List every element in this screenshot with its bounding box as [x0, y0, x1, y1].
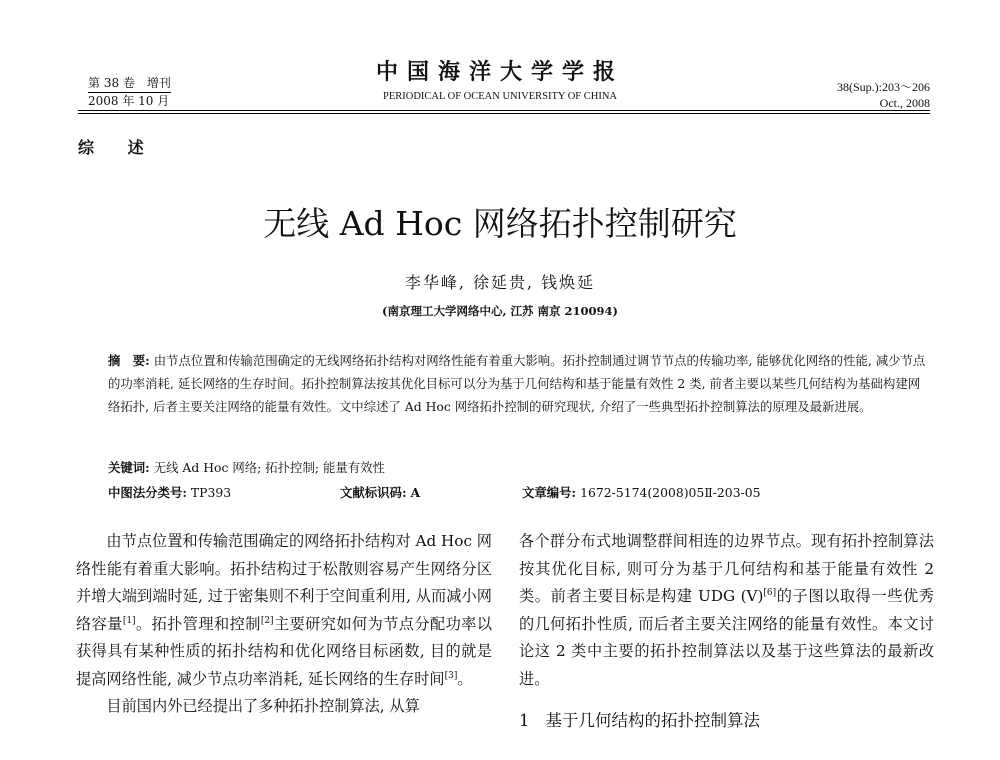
body-paragraph	[519, 528, 934, 693]
author-affiliation: (南京理工大学网络中心, 江苏 南京 210094)	[382, 304, 618, 318]
body-column-right	[519, 528, 934, 693]
text-run: 。	[457, 669, 473, 688]
journal-masthead	[300, 58, 700, 104]
keywords	[108, 458, 385, 476]
text-run: 。拓扑管理和控制	[135, 614, 261, 633]
keywords-text: 无线 Ad Hoc 网络; 拓扑控制; 能量有效性	[153, 460, 385, 475]
text-run: 由节点位置和传输范围确定的网络拓扑结构对 Ad Hoc 网络性能有着重大影响。拓扑结构过于松散则容易产生网络分区并增大端到端时延, 过于密集则不利于空间重利用, 从而减小网络容量	[76, 532, 492, 633]
citation: [6]	[763, 587, 777, 598]
article-id-value: 1672-5174(2008)05Ⅱ-203-05	[580, 485, 761, 500]
abstract-text: 由节点位置和传输范围确定的无线网络拓扑结构对网络性能有着重大影响。拓扑控制通过调节节点的传输功率, 能够优化网络的性能, 减少节点的功率消耗, 延长网络的生存时间。拓扑控制算法按其优化目标可以分为基于几何结构和基于能量有效性 2 类, 前者主要以某些几何结构为基础构建网络拓扑, 后者主要关注网络的能量有效性。文中综述了 Ad Hoc 网络拓扑控制的研究现状, 介绍了一些典型拓扑控制算法的原理及最新进展。	[108, 353, 926, 414]
citation: [1]	[122, 615, 136, 626]
issue-date-en: Oct., 2008	[879, 96, 930, 110]
text-run: 各个群分布式地调整群间相连的边界节点。现有拓扑控制算法按其优化目标, 则可分为基于几何结构和基于能量有效性 2 类。前者主要目标是构建 UDG (V)	[519, 532, 934, 605]
section-heading	[519, 707, 760, 731]
journal-volume-info	[88, 75, 171, 109]
paper-authors: 李华峰, 徐延贵, 钱焕延	[404, 273, 596, 292]
doc-code-value: A	[410, 485, 421, 500]
journal-name-en: PERIODICAL OF OCEAN UNIVERSITY OF CHINA	[382, 91, 617, 102]
section-tag: 综 述	[78, 138, 158, 157]
page-range: 38(Sup.):203～206	[836, 80, 930, 94]
abstract-label: 摘 要:	[108, 353, 150, 368]
body-paragraph	[76, 528, 492, 693]
text-run: 主要研究如何为节点分配功率以获得具有某种性质的拓扑结构和优化网络目标函数, 目的就是提高网络性能, 减少节点功率消耗, 延长网络的生存时间	[76, 614, 493, 688]
text-run: 的子图以取得一些优秀的几何拓扑性质, 而后者主要关注网络的能量有效性。本文讨论这 2 类中主要的拓扑控制算法以及基于这些算法的最新改进。	[519, 587, 934, 688]
volume-label: 第 38 卷 增刊	[88, 76, 171, 90]
clc-value: TP393	[190, 485, 232, 500]
journal-name-cn: 中国海洋大学学报	[375, 59, 624, 85]
keywords-label: 关键词:	[108, 460, 150, 475]
citation: [3]	[444, 670, 458, 681]
clc-label: 中图法分类号:	[108, 485, 187, 500]
section-number: 1	[519, 711, 530, 730]
journal-page-info	[837, 79, 930, 111]
citation: [2]	[260, 615, 274, 626]
article-id-label: 文章编号:	[522, 485, 577, 500]
header-rule	[78, 110, 930, 111]
body-paragraph: 目前国内外已经提出了多种拓扑控制算法, 从算	[106, 697, 420, 715]
issue-date-cn: 2008 年 10 月	[88, 94, 170, 108]
section-title: 基于几何结构的拓扑控制算法	[545, 711, 760, 730]
paper-title: 无线 Ad Hoc 网络拓扑控制研究	[263, 204, 737, 243]
article-id	[522, 483, 761, 501]
body-column-left	[76, 528, 492, 721]
clc-number	[108, 483, 231, 501]
document-code	[340, 483, 420, 501]
abstract	[108, 349, 926, 418]
header-rule-thin	[78, 113, 930, 114]
doc-code-label: 文献标识码:	[340, 485, 407, 500]
